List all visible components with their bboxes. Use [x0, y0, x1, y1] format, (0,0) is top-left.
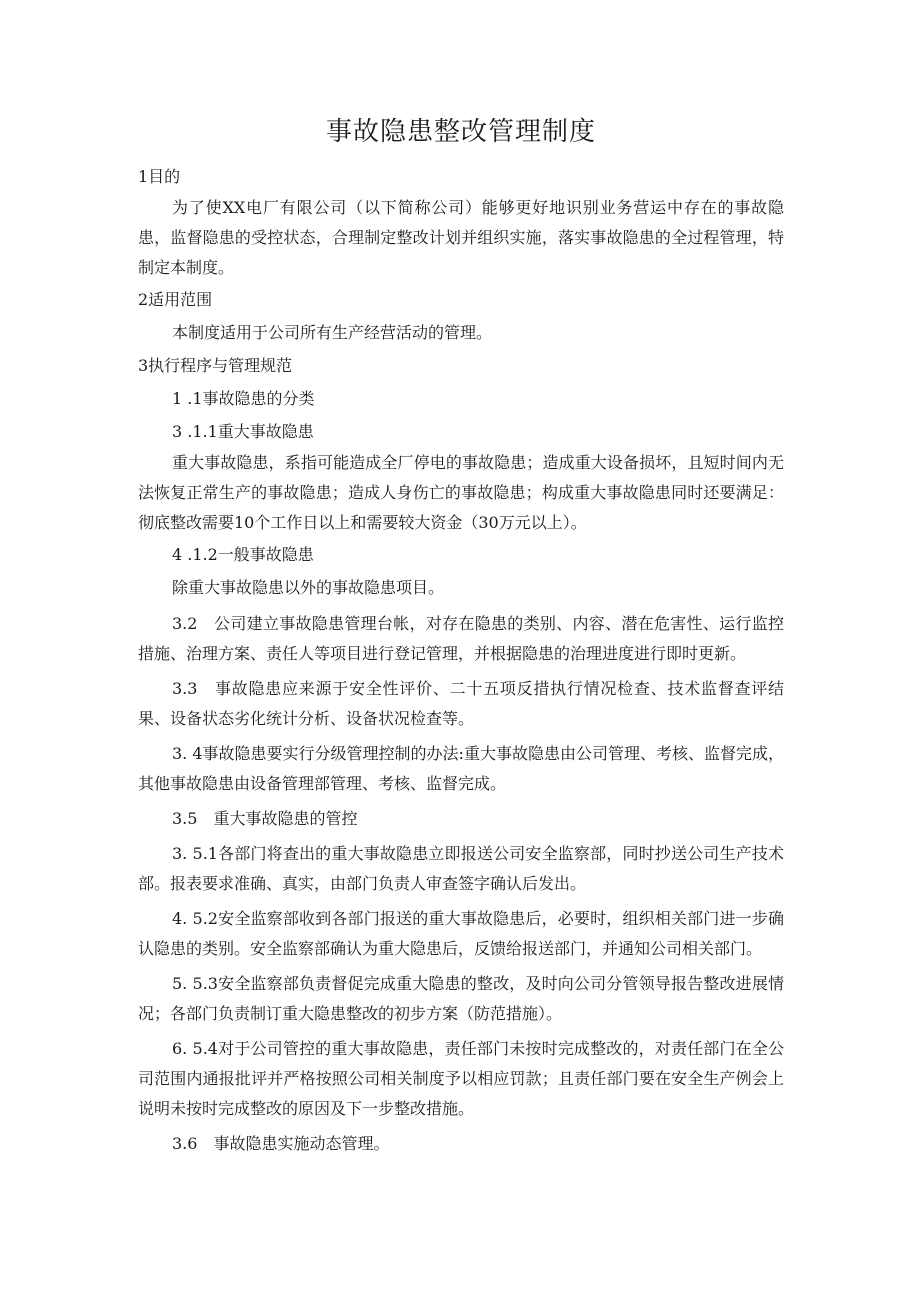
subheading-classification: 1 .1事故隐患的分类 [172, 389, 315, 408]
paragraph-scope: 本制度适用于公司所有生产经营活动的管理。 [172, 323, 493, 342]
paragraph-3-5-4: 6. 5.4对于公司管控的重大事故隐患，责任部门未按时完成整改的，对责任部门在全公司范围内通报批评并严格按照公司相关制度予以相应罚款；且责任部门要在安全生产例会上说明未按时完成整改的原因及下一步整改措施。 [138, 1039, 784, 1118]
paragraph-3-6: 3.6 事故隐患实施动态管理。 [172, 1134, 390, 1153]
section-heading-procedure: 3执行程序与管理规范 [138, 356, 293, 375]
paragraph-major-hazard: 重大事故隐患，系指可能造成全厂停电的事故隐患；造成重大设备损坏，且短时间内无法恢复正常生产的事故隐患；造成人身伤亡的事故隐患；构成重大事故隐患同时还要满足：彻底整改需要10个工作日以上和需要较大资金（30万元以上）。 [138, 453, 784, 532]
section-heading-purpose: 1目的 [138, 167, 181, 186]
document-page [138, 112, 784, 1159]
paragraph-3-2: 3.2 公司建立事故隐患管理台帐，对存在隐患的类别、内容、潜在危害性、运行监控措施、治理方案、责任人等项目进行登记管理，并根据隐患的治理进度进行即时更新。 [138, 614, 784, 663]
paragraph-purpose: 为了使XX电厂有限公司（以下简称公司）能够更好地识别业务营运中存在的事故隐患，监督隐患的受控状态，合理制定整改计划并组织实施，落实事故隐患的全过程管理，特制定本制度。 [138, 198, 784, 277]
paragraph-3-3: 3.3 事故隐患应来源于安全性评价、二十五项反措执行情况检查、技术监督查评结果、设备状态劣化统计分析、设备状况检查等。 [138, 679, 784, 728]
paragraph-3-5-2: 4. 5.2安全监察部收到各部门报送的重大事故隐患后，必要时，组织相关部门进一步确认隐患的类别。安全监察部确认为重大隐患后，反馈给报送部门，并通知公司相关部门。 [138, 909, 784, 958]
paragraph-3-5-3: 5. 5.3安全监察部负责督促完成重大隐患的整改，及时向公司分管领导报告整改进展情况；各部门负责制订重大隐患整改的初步方案（防范措施）。 [138, 974, 784, 1023]
paragraph-3-5: 3.5 重大事故隐患的管控 [172, 809, 358, 828]
section-heading-scope: 2适用范围 [138, 290, 213, 309]
document-title: 事故隐患整改管理制度 [325, 117, 596, 147]
paragraph-3-4: 3. 4事故隐患要实行分级管理控制的办法:重大事故隐患由公司管理、考核、监督完成，其他事故隐患由设备管理部管理、考核、监督完成。 [138, 744, 784, 793]
subheading-major-hazard: 3 .1.1重大事故隐患 [172, 422, 314, 441]
subheading-general-hazard: 4 .1.2一般事故隐患 [172, 545, 314, 564]
paragraph-general-hazard: 除重大事故隐患以外的事故隐患项目。 [172, 578, 445, 597]
paragraph-3-5-1: 3. 5.1各部门将查出的重大事故隐患立即报送公司安全监察部，同时抄送公司生产技术部。报表要求准确、真实，由部门负责人审查签字确认后发出。 [138, 844, 784, 893]
